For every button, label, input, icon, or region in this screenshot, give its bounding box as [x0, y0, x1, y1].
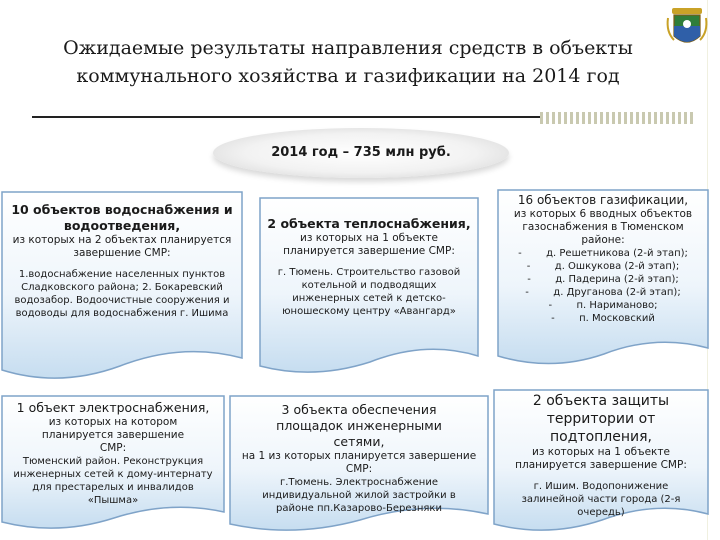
card-site-networks [228, 394, 490, 534]
card-heat-subheading: из которых на 1 объекте планируется завершение СМР: [283, 232, 455, 257]
card-power-subheading: из которых на котором планируется завершение СМР: [41, 416, 185, 454]
budget-badge: 2014 год – 735 млн руб. [213, 128, 509, 178]
card-flood-heading: 2 объекта защиты территории от подтопления, [532, 393, 670, 445]
list-item: - д. Падерина (2-й этап); [527, 274, 679, 285]
card-water-heading: 10 объектов водоснабжения и водоотведения, [11, 202, 233, 233]
card-gas-list [496, 247, 710, 325]
card-gas-heading: 16 объектов газификации, [517, 193, 689, 207]
list-item: - д. Друганова (2-й этап); [525, 287, 681, 298]
list-item: - д. Ошкукова (2-й этап); [526, 261, 680, 272]
card-sites-heading: 3 объекта обеспечения площадок инженерными сетями, [276, 402, 442, 449]
list-item: - п. Московский [551, 313, 655, 324]
card-water-supply [0, 190, 244, 386]
card-heat-heading: 2 объекта теплоснабжения, [267, 216, 471, 231]
title-divider [32, 116, 540, 118]
list-item: - п. Нариманово; [548, 300, 658, 311]
page-title [30, 34, 666, 90]
card-flood-body: г. Ишим. Водопонижение залинейной части города (2-я очередь) [521, 481, 681, 518]
card-water-items: 1.водоснабжение населенных пунктов Сладковского района; 2. Бокаревский водозабор. Водоочистные сооружения и водоводы для водоснабжения г. Ишима [14, 269, 230, 319]
page-title-line-2: коммунального хозяйства и газификации на 2014 год [76, 65, 620, 87]
card-flood-subheading: из которых на 1 объекте планируется завершение СМР: [515, 446, 687, 471]
card-water-subheading: из которых на 2 объектах планируется завершение СМР: [12, 234, 232, 259]
card-flood-protection [492, 388, 710, 534]
card-power-body: Тюменский район. Реконструкция инженерных сетей к дому-интернату для престарелых и инвалидов «Пышма» [13, 456, 213, 506]
card-power-supply [0, 394, 226, 534]
card-sites-body: г.Тюмень. Электроснабжение индивидуальной жилой застройки в районе пп.Казарово-Березняки [262, 477, 456, 514]
card-power-heading: 1 объект электроснабжения, [16, 400, 210, 415]
decor-dotted-band [540, 112, 696, 124]
card-gasification [496, 188, 710, 368]
card-sites-subheading: на 1 из которых планируется завершение СМР: [241, 450, 477, 475]
page-title-line-1: Ожидаемые результаты направления средств в объекты [63, 37, 633, 59]
card-heat-body: г. Тюмень. Строительство газовой котельной и подводящих инженерных сетей к детско-юношескому центру «Авангард» [277, 267, 461, 317]
card-gas-subheading: из которых 6 вводных объектов газоснабжения в Тюменском районе: [513, 208, 693, 246]
card-heat-supply [258, 196, 480, 376]
coat-of-arms-icon [664, 6, 710, 52]
list-item: - д. Решетникова (2-й этап); [518, 248, 688, 259]
